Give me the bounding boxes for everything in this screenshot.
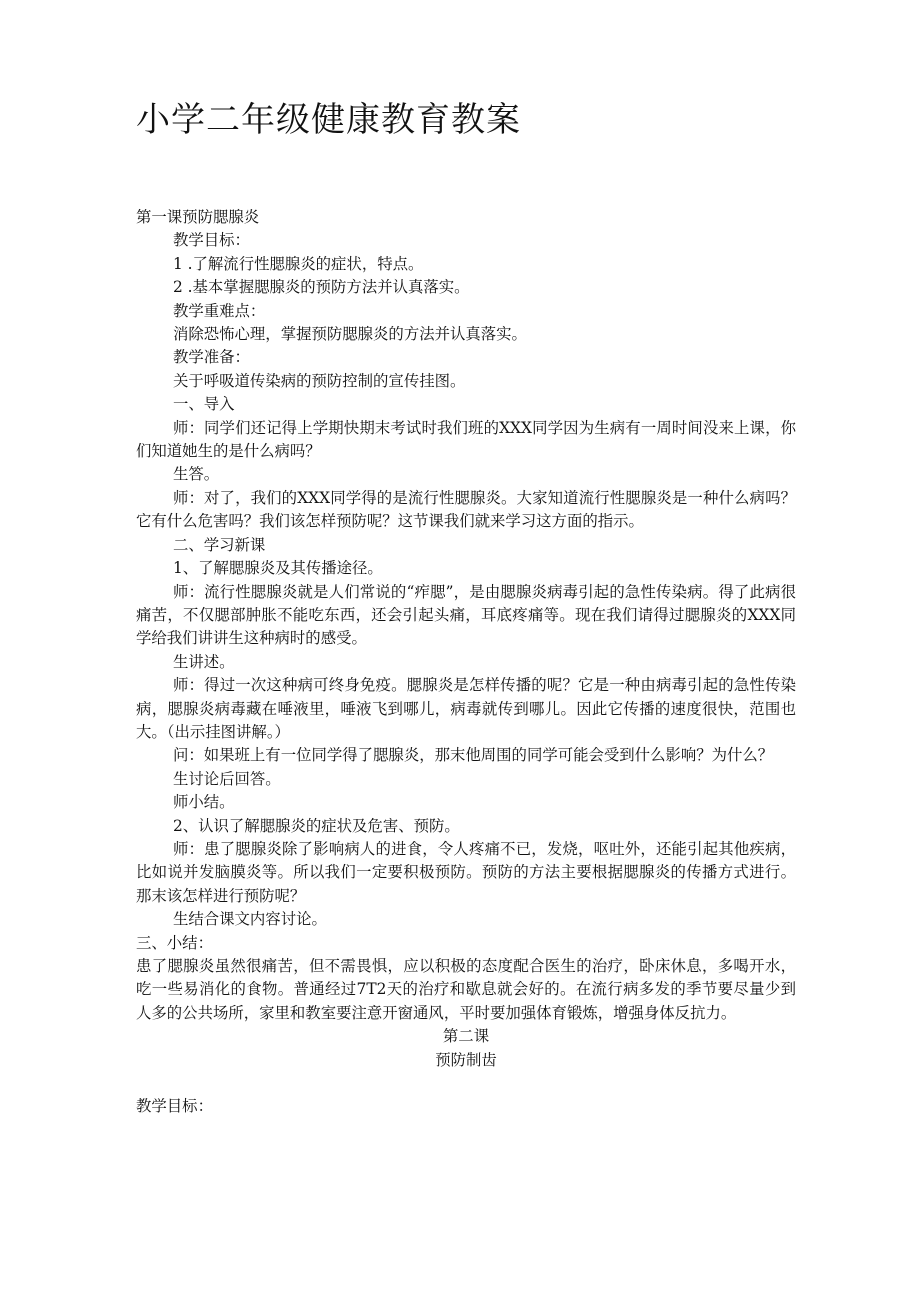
section-heading: 三、小结： xyxy=(136,933,213,952)
document-body xyxy=(136,206,796,1118)
paragraph: 消除恐怖心理，掌握预防腮腺炎的方法并认真落实。 xyxy=(172,325,527,344)
subsection-heading: 1、了解腮腺炎及其传播途径。 xyxy=(172,559,383,578)
section-heading: 二、学习新课 xyxy=(172,535,266,554)
teaching-goals-label: 教学目标： xyxy=(172,231,250,250)
paragraph: 师：得过一次这种病可终身免疫。腮腺炎是怎样传播的呢？它是一种由病毒引起的急性传染病，腮腺炎病毒藏在唾液里，唾液飞到哪儿，病毒就传到哪儿。因此它传播的速度很快，范围也大。（出示挂图讲解。） xyxy=(136,676,796,741)
paragraph: 师：同学们还记得上学期快期末考试时我们班的XXX同学因为生病有一周时间没来上课，你们知道她生的是什么病吗？ xyxy=(136,418,796,461)
paragraph: 生结合课文内容讨论。 xyxy=(172,910,327,929)
paragraph: 问：如果班上有一位同学得了腮腺炎，那末他周围的同学可能会受到什么影响？为什么？ xyxy=(172,746,774,765)
key-difficulty-label: 教学重难点： xyxy=(172,301,266,320)
goal-item: 1 .了解流行性腮腺炎的症状，特点。 xyxy=(172,254,424,273)
subsection-heading: 2、认识了解腮腺炎的症状及危害、预防。 xyxy=(172,816,460,835)
preparation-label: 教学准备： xyxy=(172,348,250,367)
paragraph: 师：流行性腮腺炎就是人们常说的“痄腮”，是由腮腺炎病毒引起的急性传染病。得了此病很痛苦，不仅腮部肿胀不能吃东西，还会引起头痛，耳底疼痛等。现在我们请得过腮腺炎的XXX同学给我们讲讲生这种病时的感受。 xyxy=(136,582,796,648)
paragraph: 生答。 xyxy=(172,465,220,484)
paragraph: 生讨论后回答。 xyxy=(172,769,281,788)
teaching-goals-label: 教学目标： xyxy=(136,1097,213,1116)
paragraph: 患了腮腺炎虽然很痛苦，但不需畏惧，应以积极的态度配合医生的治疗，卧床休息，多喝开水，吃一些易消化的食物。普通经过7T2天的治疗和歇息就会好的。在流行病多发的季节要尽量少到人多的公共场所，家里和教室要注意开窗通风，平时要加强体育锻炼，增强身体反抗力。 xyxy=(136,957,796,1022)
paragraph: 生讲述。 xyxy=(172,652,235,671)
paragraph: 师：患了腮腺炎除了影响病人的进食，令人疼痛不已，发烧，呕吐外，还能引起其他疾病，比如说并发脑膜炎等。所以我们一定要积极预防。预防的方法主要根据腮腺炎的传播方式进行。那末该怎样进行预防呢？ xyxy=(136,839,796,905)
document-title: 小学二年级健康教育教案 xyxy=(136,100,521,140)
lesson-two-heading: 第二课 xyxy=(442,1027,490,1046)
section-heading: 一、导入 xyxy=(172,395,235,414)
paragraph: 师小结。 xyxy=(172,793,235,812)
lesson-two-subtitle: 预防制齿 xyxy=(435,1050,497,1069)
goal-item: 2 .基本掌握腮腺炎的预防方法并认真落实。 xyxy=(172,278,470,297)
paragraph: 关于呼吸道传染病的预防控制的宣传挂图。 xyxy=(172,371,466,390)
lesson-one-heading: 第一课预防腮腺炎 xyxy=(136,208,260,226)
paragraph: 师：对了，我们的XXX同学得的是流行性腮腺炎。大家知道流行性腮腺炎是一种什么病吗？它有什么危害吗？我们该怎样预防呢？这节课我们就来学习这方面的指示。 xyxy=(136,488,796,531)
